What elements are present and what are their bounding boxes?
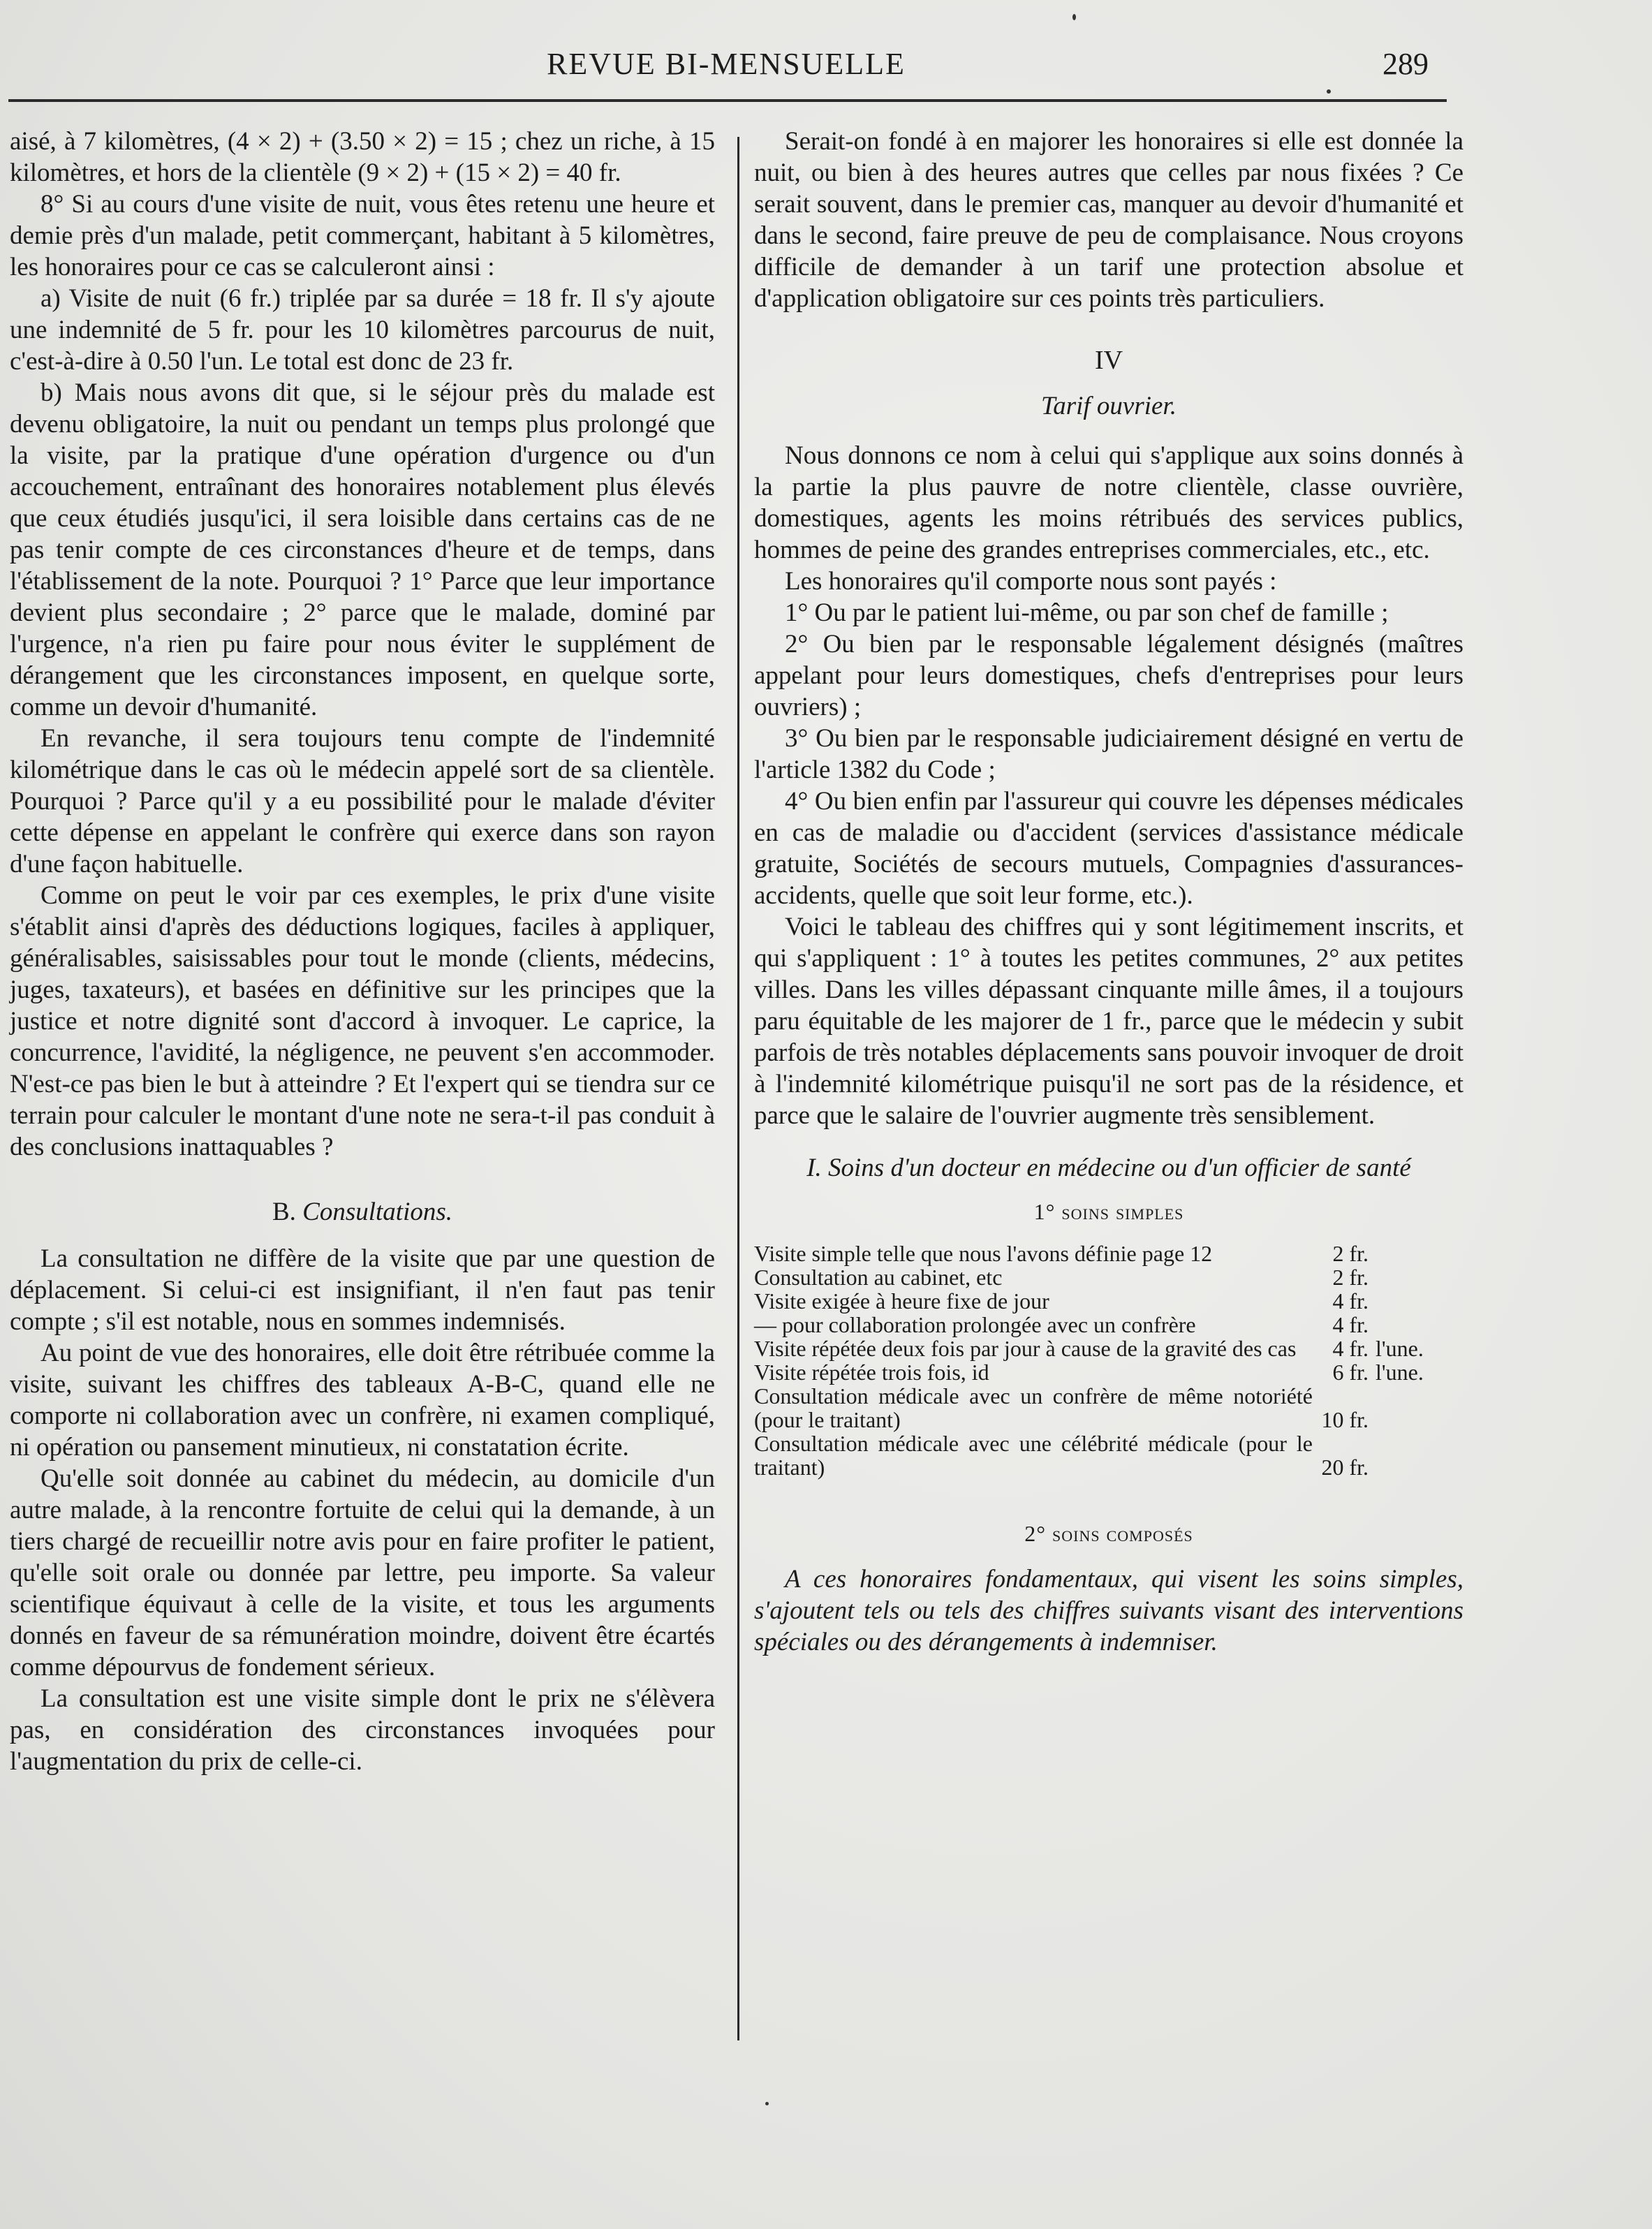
paragraph: Au point de vue des honoraires, elle doit être rétribuée comme la visite, suivant les chiffres des tableaux A-B-C, quand elle ne comporte ni collaboration avec un confrère, ni examen compliqué, ni opération ou pansement minutieux, ni constatation écrite. — [10, 1339, 715, 1462]
fee-label: Visite répétée deux fois par jour à cause de la gravité des cas — [754, 1336, 1297, 1361]
fee-amount: 2 fr. — [1332, 1265, 1369, 1290]
fee-row — [754, 1265, 1463, 1289]
paragraph: Voici le tableau des chiffres qui y sont légitimement inscrits, et qui s'appliquent : 1° à toutes les petites communes, 2° aux petites villes. Dans les villes dépassant cinquante mille âmes, il a toujours paru équitable de les majorer de 1 fr., parce que le médecin y subit parfois de très notables déplacements sans pouvoir invoquer de droit à l'indemnité kilométrique puisqu'il ne sort pas de la résidence, et parce que le salaire de l'ouvrier augmente très sensiblement. — [754, 913, 1463, 1130]
column-divider — [737, 137, 739, 2040]
fee-per: l'une. — [1376, 1360, 1424, 1385]
paragraph: Serait-on fondé à en majorer les honoraires si elle est donnée la nuit, ou bien à des heures autres que celles par nous fixées ? Ce serait souvent, dans le premier cas, manquer au devoir d'humanité et dans le second, faire preuve de peu de complaisance. Nous croyons difficile de demander à un tarif une protection absolue et d'application obligatoire sur ces points très particuliers. — [754, 127, 1463, 313]
tarif-title: I. Soins d'un docteur en médecine ou d'un officier de santé — [806, 1154, 1411, 1182]
fee-amount: 20 fr. — [1321, 1455, 1369, 1480]
fee-per: l'une. — [1376, 1336, 1424, 1361]
paragraph: a) Visite de nuit (6 fr.) triplée par sa durée = 18 fr. Il s'y ajoute une indemnité de 5 fr. pour les 10 kilomètres parcourus de nuit, c'est-à-dire à 0.50 l'un. Le total est donc de 23 fr. — [10, 284, 715, 376]
fee-row — [754, 1289, 1463, 1313]
fee-amount: 6 fr. — [1332, 1360, 1369, 1385]
paragraph: 4° Ou bien enfin par l'assureur qui couvre les dépenses médicales en cas de maladie ou d'accident (services d'assistance médicale gratuite, Sociétés de secours mutuels, Compagnies d'assurances-accidents, quelle que soit leur forme, etc.). — [754, 787, 1463, 910]
paragraph: Comme on peut le voir par ces exemples, le prix d'une visite s'établit ainsi d'après des déductions logiques, faciles à appliquer, généralisables, saisissables pour tout le monde (clients, médecins, juges, taxateurs), et basées en définitive sur les principes que la justice et notre dignité sont d'accord à invoquer. Le caprice, la concurrence, l'avidité, la négligence, ne peuvent s'en accommoder. N'est-ce pas bien le but à atteindre ? Et l'expert qui se tiendra sur ce terrain pour calculer le montant d'une note ne sera-t-il pas conduit à des conclusions inattaquables ? — [10, 881, 715, 1161]
fee-row — [754, 1337, 1463, 1360]
paragraph: La consultation ne diffère de la visite que par une question de déplacement. Si celui-ci est insignifiant, il n'en faut pas tenir compte ; s'il est notable, nous en sommes indemnisés. — [10, 1244, 715, 1336]
paragraph: Les honoraires qu'il comporte nous sont payés : — [785, 567, 1277, 596]
fee-row — [754, 1360, 1463, 1384]
paragraph: b) Mais nous avons dit que, si le séjour près du malade est devenu obligatoire, la nuit ou pendant un temps plus prolongé que la visite, par la pratique d'une opération d'urgence ou d'un accouchement, entraînant des honoraires notablement plus élevés que ceux étudiés jusqu'ici, il sera loisible dans certains cas de ne pas tenir compte de ces circonstances d'heure et de temps, dans l'établissement de la note. Pourquoi ? 1° Parce que leur importance devient plus secondaire ; 2° parce que le malade, dominé par l'urgence, n'a rien pu faire pour nous éviter le supplément de dérangement que les circonstances imposent, en quelque sorte, comme un devoir d'humanité. — [10, 378, 715, 721]
fee-amount: 4 fr. — [1332, 1288, 1369, 1314]
fee-label: Consultation médicale avec une célébrité médicale (pour le traitant) — [754, 1431, 1313, 1480]
paragraph: La consultation est une visite simple dont le prix ne s'élèvera pas, en considération des circonstances invoquées pour l'augmentation du prix de celle-ci. — [10, 1684, 715, 1776]
fee-amount: 2 fr. — [1332, 1241, 1369, 1266]
page-header — [0, 46, 1652, 95]
paragraph: Qu'elle soit donnée au cabinet du médecin, au domicile d'un autre malade, à la rencontre fortuite de celui qui la demande, à un tiers chargé de recueillir notre avis pour en faire profiter le patient, qu'elle soit orale ou donnée par lettre, peu importe. Sa valeur scientifique équivaut à celle de la visite, et tous les arguments donnés en faveur de sa rémunération moindre, doivent être écartés comme dépourvus de fondement sérieux. — [10, 1464, 715, 1682]
fee-row — [754, 1313, 1463, 1337]
section-number: IV — [1094, 346, 1123, 375]
paragraph: 2° Ou bien par le responsable légalement désignés (maîtres appelant pour leurs domestiques, chefs d'entreprises pour leurs ouvriers) ; — [754, 630, 1463, 721]
fee-table — [754, 1242, 1463, 1479]
header-rule — [8, 99, 1447, 102]
paper-speck — [1327, 89, 1331, 94]
section-title: Consultations. — [302, 1198, 453, 1226]
fee-label: — pour collaboration prolongée avec un confrère — [754, 1312, 1196, 1337]
fee-label: Visite simple telle que nous l'avons définie page 12 — [754, 1241, 1213, 1266]
fee-amount: 10 fr. — [1321, 1407, 1369, 1432]
fee-row — [754, 1242, 1463, 1265]
right-column — [754, 126, 1463, 1658]
left-column — [10, 126, 715, 1777]
fee-row — [754, 1432, 1463, 1479]
fee-label: Consultation médicale avec un confrère de même notoriété (pour le traitant) — [754, 1383, 1313, 1432]
paper-speck — [765, 2102, 769, 2105]
paragraph: aisé, à 7 kilomètres, (4 × 2) + (3.50 × 2) = 15 ; chez un riche, à 15 kilomètres, et hors de la clientèle (9 × 2) + (15 × 2) = 40 fr. — [10, 127, 715, 187]
running-title: REVUE BI-MENSUELLE — [547, 47, 906, 81]
fee-label: Consultation au cabinet, etc — [754, 1265, 1003, 1290]
paragraph: En revanche, il sera toujours tenu compte de l'indemnité kilométrique dans le cas où le médecin appelé sort de sa clientèle. Pourquoi ? Parce qu'il y a eu possibilité pour le malade d'éviter cette dépense en appelant le confrère qui exerce dans son rayon d'une façon habituelle. — [10, 724, 715, 878]
paragraph: Nous donnons ce nom à celui qui s'applique aux soins donnés à la partie la plus pauvre de notre clientèle, classe ouvrière, domestiques, agents les moins rétribués des services publics, hommes de peine des grandes entreprises commerciales, etc., etc. — [754, 441, 1463, 564]
fee-amount: 4 fr. — [1332, 1336, 1369, 1361]
paragraph: 8° Si au cours d'une visite de nuit, vous êtes retenu une heure et demie près d'un malade, petit commerçant, habitant à 5 kilomètres, les honoraires pour ce cas se calculeront ainsi : — [10, 190, 715, 281]
section-heading-consultations — [10, 1196, 715, 1228]
page-number: 289 — [1382, 47, 1429, 81]
subheading-composed-care: 2° soins composés — [1024, 1521, 1193, 1546]
paper-speck — [1072, 14, 1076, 20]
fee-label: Visite répétée trois fois, id — [754, 1360, 989, 1385]
section-letter: B. — [272, 1198, 296, 1226]
paragraph: A ces honoraires fondamentaux, qui visent les soins simples, s'ajoutent tels ou tels des chiffres suivants visant des interventions spéciales ou des dérangements à indemniser. — [754, 1565, 1463, 1656]
paragraph: 1° Ou par le patient lui-même, ou par son chef de famille ; — [785, 598, 1389, 627]
paragraph: 3° Ou bien par le responsable judiciairement désigné en vertu de l'article 1382 du Code ; — [754, 724, 1463, 784]
subheading-simple-care: 1° soins simples — [1033, 1199, 1184, 1224]
fee-label: Visite exigée à heure fixe de jour — [754, 1288, 1049, 1314]
section-title: Tarif ouvrier. — [1041, 392, 1177, 420]
fee-amount: 4 fr. — [1332, 1312, 1369, 1337]
fee-row — [754, 1384, 1463, 1432]
